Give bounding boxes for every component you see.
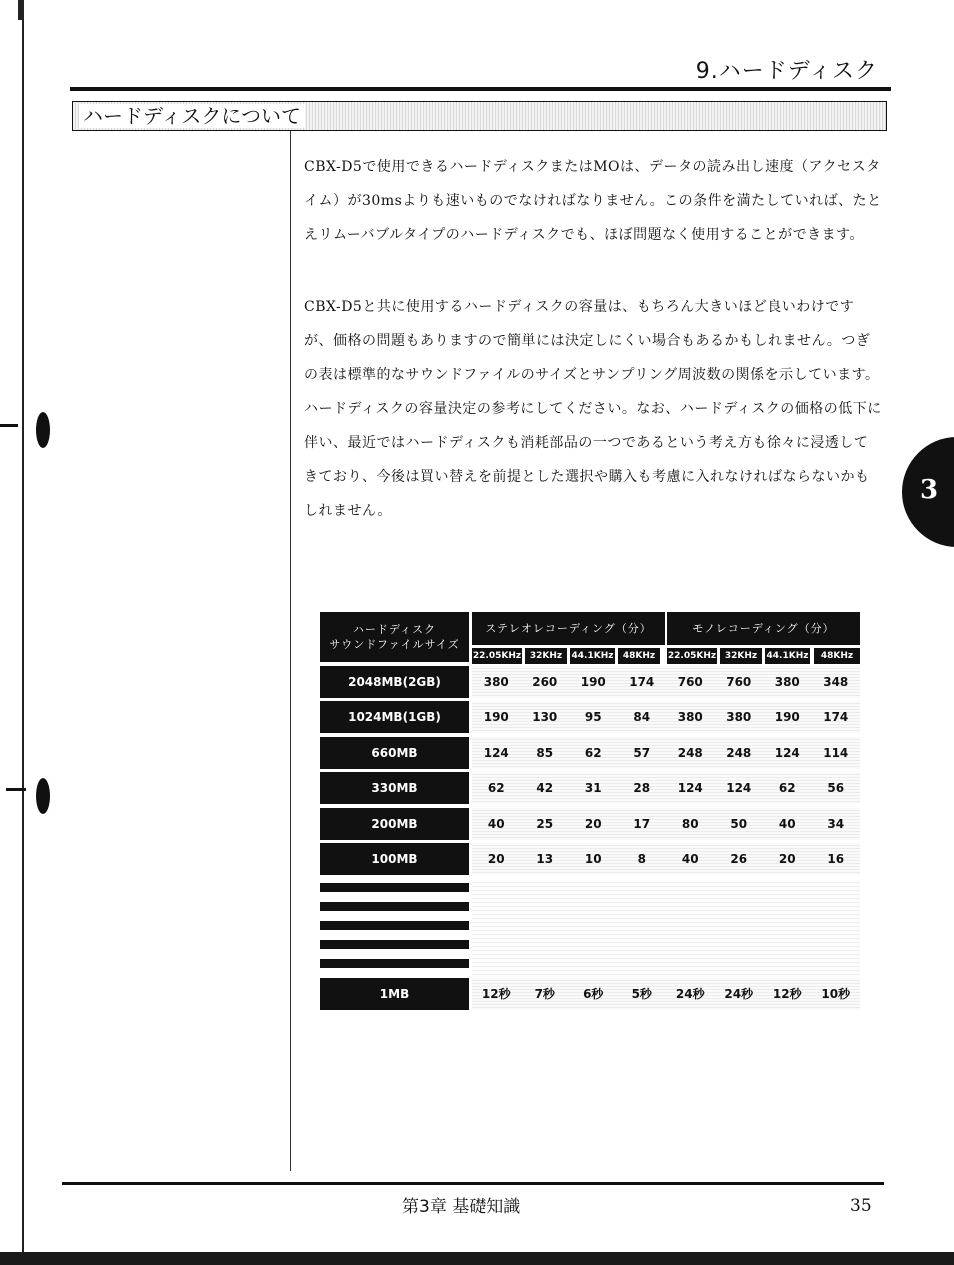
table-cell: 20 [487, 852, 505, 866]
table-cell: 5秒 [631, 987, 652, 1001]
scan-mark [6, 788, 26, 791]
mono-header-label: モノレコーディング（分） [692, 622, 835, 635]
table-cell: 26 [730, 852, 748, 866]
table-cell: 124 [726, 781, 752, 795]
table-cell: 84 [633, 710, 651, 724]
table-cell: 62 [584, 746, 602, 760]
freq-header: 44.1KHz [765, 648, 810, 664]
page-number: 35 [850, 1196, 872, 1216]
table-cell: 8 [637, 852, 646, 866]
row-label: 100MB [320, 843, 469, 875]
row-label: 200MB [320, 808, 469, 840]
freq-header: 32KHz [525, 648, 567, 664]
header-rule [70, 87, 891, 91]
stereo-header-label: ステレオレコーディング（分） [485, 622, 652, 635]
table-cell: 24秒 [724, 987, 754, 1001]
mono-header [667, 612, 860, 645]
table-cell: 10秒 [821, 987, 851, 1001]
table-cell: 130 [532, 710, 558, 724]
table-cell: 190 [483, 710, 509, 724]
table-cell: 348 [823, 675, 849, 689]
section-title: 9.ハードディスク [695, 59, 878, 84]
column-divider [290, 131, 291, 1171]
table-row [472, 772, 860, 804]
row-label: 330MB [320, 772, 469, 804]
table-row [472, 666, 860, 698]
table-cell: 62 [487, 781, 505, 795]
table-cell: 20 [584, 817, 602, 831]
freq-header: 32KHz [720, 648, 762, 664]
table-cell: 124 [483, 746, 509, 760]
table-cell: 124 [677, 781, 703, 795]
freq-header: 44.1KHz [570, 648, 615, 664]
table-gap-bar [320, 902, 469, 911]
scan-left-edge [22, 0, 24, 1265]
table-cell: 80 [681, 817, 699, 831]
punch-hole [36, 778, 50, 814]
scan-bottom-band [0, 1252, 954, 1265]
table-cell: 380 [774, 675, 800, 689]
table-cell: 57 [633, 746, 651, 760]
table-cell: 760 [726, 675, 752, 689]
freq-header: 22.05KHz [667, 648, 717, 664]
table-cell: 20 [778, 852, 796, 866]
table-cell: 40 [487, 817, 505, 831]
table-cell: 7秒 [534, 987, 555, 1001]
table-cell: 190 [580, 675, 606, 689]
table-cell: 174 [823, 710, 849, 724]
row-label: 1MB [320, 978, 469, 1010]
table-cell: 56 [827, 781, 845, 795]
chapter-tab-number: 3 [920, 475, 939, 505]
paragraph-2: CBX-D5と共に使用するハードディスクの容量は、もちろん大きいほど良いわけですが、価格の問題もありますので簡単には決定しにくい場合もあるかもしれません。つぎの表は標準的なサウンドファイルのサイズとサンプリング周波数の関係を示しています。ハードディスクの容量決定の参考にしてください。なお、ハードディスクの価格の低下に伴い、最近ではハードディスクも消耗部品の一つであるという考え方も徐々に浸透してきており、今後は買い替えを前提とした選択や購入も考慮に入れなければならないかもしれません。 [304, 299, 882, 519]
table-gap-bar [320, 959, 469, 968]
capacity-table [320, 612, 860, 1012]
table-cell: 85 [536, 746, 554, 760]
punch-hole [36, 412, 50, 448]
table-cell: 50 [730, 817, 748, 831]
table-cell: 248 [677, 746, 703, 760]
table-cell: 124 [774, 746, 800, 760]
table-cell: 16 [827, 852, 845, 866]
table-cell: 760 [677, 675, 703, 689]
table-cell: 248 [726, 746, 752, 760]
table-cell: 12秒 [772, 987, 802, 1001]
table-cell: 380 [483, 675, 509, 689]
table-row [472, 843, 860, 875]
table-cell: 17 [633, 817, 651, 831]
table-gap-fill [472, 880, 860, 978]
table-cell: 380 [726, 710, 752, 724]
table-cell: 12秒 [481, 987, 511, 1001]
freq-header: 48KHz [814, 648, 860, 664]
table-cell: 31 [584, 781, 602, 795]
chapter-title: 第3章 基礎知識 [402, 1197, 521, 1217]
table-cell: 10 [584, 852, 602, 866]
table-cell: 174 [629, 675, 655, 689]
table-cell: 40 [681, 852, 699, 866]
table-cell: 190 [774, 710, 800, 724]
row-label: 1024MB(1GB) [320, 701, 469, 733]
stereo-header [472, 612, 665, 645]
freq-header: 22.05KHz [472, 648, 522, 664]
heading-bar [72, 101, 887, 131]
row-label: 2048MB(2GB) [320, 666, 469, 698]
table-row [472, 701, 860, 733]
footer-rule [62, 1182, 884, 1185]
table-gap-bar [320, 940, 469, 949]
table-gap-bar [320, 921, 469, 930]
table-gap-bar [320, 883, 469, 892]
table-cell: 6秒 [583, 987, 604, 1001]
scan-mark [0, 424, 18, 427]
corner-line-1: ハードディスク [352, 623, 437, 636]
table-row [472, 737, 860, 769]
table-cell: 42 [536, 781, 554, 795]
heading-title: ハードディスクについて [79, 104, 305, 128]
table-cell: 380 [677, 710, 703, 724]
paragraph-1: CBX-D5で使用できるハードディスクまたはMOは、データの読み出し速度（アクセスタイム）が30msよりも速いものでなければなりません。この条件を満たしていれば、たとえリムーバブルタイプのハードディスクでも、ほぼ問題なく使用することができます。 [304, 159, 882, 243]
table-corner-header [320, 612, 469, 662]
table-cell: 114 [823, 746, 849, 760]
table-cell: 13 [536, 852, 554, 866]
table-cell: 25 [536, 817, 554, 831]
table-row [472, 978, 860, 1010]
table-cell: 34 [827, 817, 845, 831]
table-row [472, 808, 860, 840]
chapter-tab [902, 437, 954, 547]
freq-header: 48KHz [618, 648, 660, 664]
table-cell: 28 [633, 781, 651, 795]
table-cell: 260 [532, 675, 558, 689]
table-cell: 40 [778, 817, 796, 831]
table-cell: 95 [584, 710, 602, 724]
table-cell: 62 [778, 781, 796, 795]
table-cell: 24秒 [675, 987, 705, 1001]
row-label: 660MB [320, 737, 469, 769]
corner-line-2: サウンドファイルサイズ [329, 638, 460, 651]
